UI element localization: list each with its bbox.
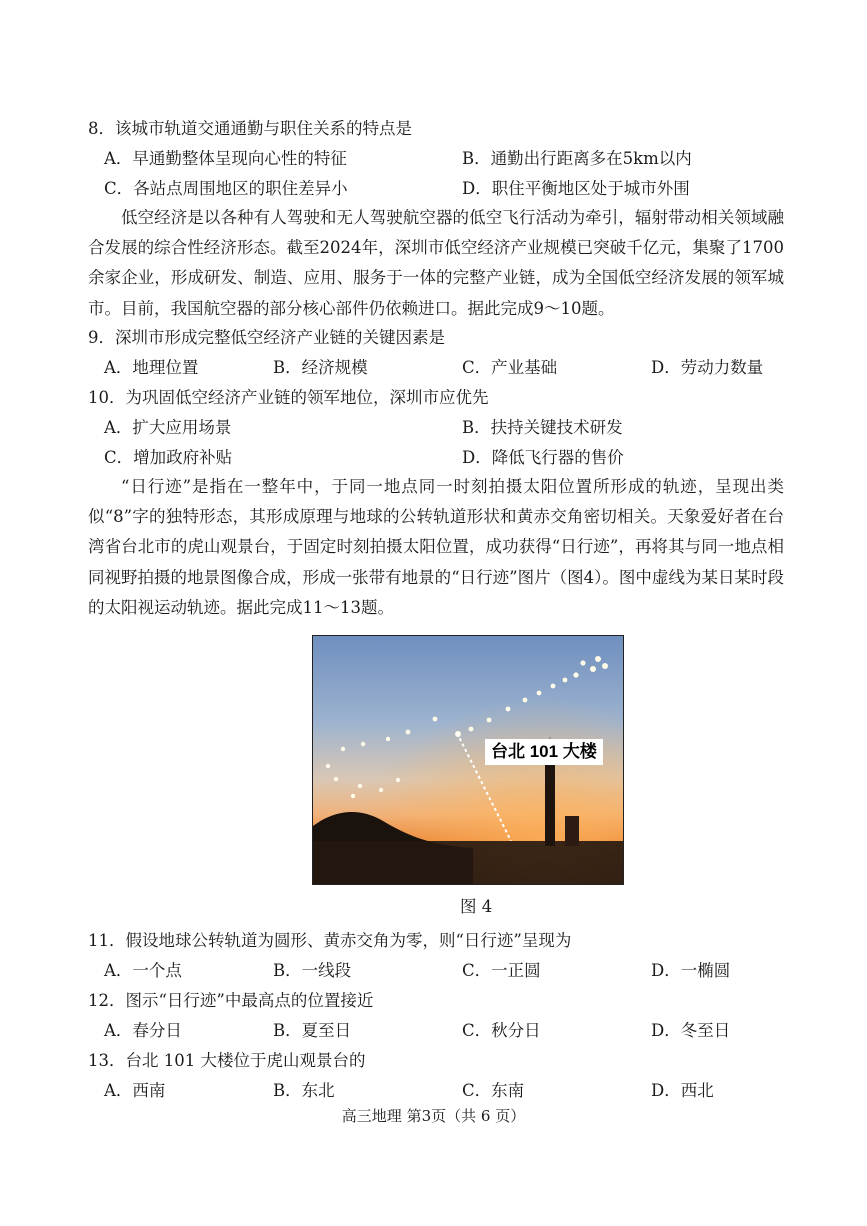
- q9-option-d: D．劳动力数量: [651, 358, 764, 377]
- q10-option-d: D．降低飞行器的售价: [462, 448, 624, 467]
- q8-option-d: D．职住平衡地区处于城市外围: [462, 179, 690, 198]
- q12-option-c: C．秋分日: [462, 1021, 541, 1040]
- q8-option-a: A．早通勤整体呈现向心性的特征: [104, 149, 347, 168]
- q9-option-b: B．经济规模: [273, 358, 368, 377]
- page-footer: 高三地理 第3页（共 6 页）: [341, 1107, 526, 1125]
- q11-option-a: A．一个点: [104, 961, 182, 980]
- q13-stem: 13．台北 101 大楼位于虎山观景台的: [88, 1051, 366, 1070]
- taipei-101-label: 台北 101 大楼: [485, 739, 603, 765]
- q9-option-a: A．地理位置: [104, 358, 199, 377]
- figure-caption: 图 4: [460, 897, 493, 916]
- q9-option-c: C．产业基础: [462, 358, 558, 377]
- q9-stem: 9．深圳市形成完整低空经济产业链的关键因素是: [88, 328, 445, 347]
- q12-option-d: D．冬至日: [651, 1021, 731, 1040]
- q8-option-b: B．通勤出行距离多在5km以内: [462, 149, 692, 168]
- q11-option-c: C．一正圆: [462, 961, 541, 980]
- q10-stem: 10．为巩固低空经济产业链的领军地位，深圳市应优先: [88, 388, 489, 407]
- passage-low-altitude-economy: 低空经济是以各种有人驾驶和无人驾驶航空器的低空飞行活动为牵引，辐射带动相关领域融合发展的综合性经济形态。截至2024年，深圳市低空经济产业规模已突破千亿元，集聚了1700余家企业，形成研发、制造、应用、服务于一体的完整产业链，成为全国低空经济发展的领军城市。目前，我国航空器的部分核心部件仍依赖进口。据此完成9～10题。: [88, 208, 784, 318]
- q12-stem: 12．图示“日行迹”中最高点的位置接近: [88, 991, 374, 1010]
- q13-option-b: B．东北: [273, 1081, 335, 1100]
- q12-option-a: A．春分日: [104, 1021, 182, 1040]
- q13-option-c: C．东南: [462, 1081, 525, 1100]
- taipei-101-silhouette: [545, 756, 555, 846]
- q10-option-b: B．扶持关键技术研发: [462, 418, 623, 437]
- passage-analemma: “日行迹”是指在一整年中，于同一地点同一时刻拍摄太阳位置所形成的轨迹，呈现出类似“8”字的独特形态，其形成原理与地球的公转轨道形状和黄赤交角密切相关。天象爱好者在台湾省台北市的虎山观景台，于固定时刻拍摄太阳位置，成功获得“日行迹”，再将其与同一地点相同视野拍摄的地景图像合成，形成一张带有地景的“日行迹”图片（图4）。图中虚线为某日某时段的太阳视运动轨迹。据此完成11～13题。: [88, 477, 784, 617]
- q10-option-c: C．增加政府补贴: [104, 448, 233, 467]
- q8-stem: 8．该城市轨道交通通勤与职住关系的特点是: [88, 119, 412, 138]
- q11-stem: 11．假设地球公转轨道为圆形、黄赤交角为零，则“日行迹”呈现为: [88, 931, 572, 950]
- q13-option-d: D．西北: [651, 1081, 714, 1100]
- q11-option-b: B．一线段: [273, 961, 352, 980]
- q13-option-a: A．西南: [104, 1081, 166, 1100]
- q12-option-b: B．夏至日: [273, 1021, 352, 1040]
- q11-option-d: D．一椭圆: [651, 961, 731, 980]
- q8-option-c: C．各站点周围地区的职住差异小: [104, 179, 348, 198]
- q10-option-a: A．扩大应用场景: [104, 418, 232, 437]
